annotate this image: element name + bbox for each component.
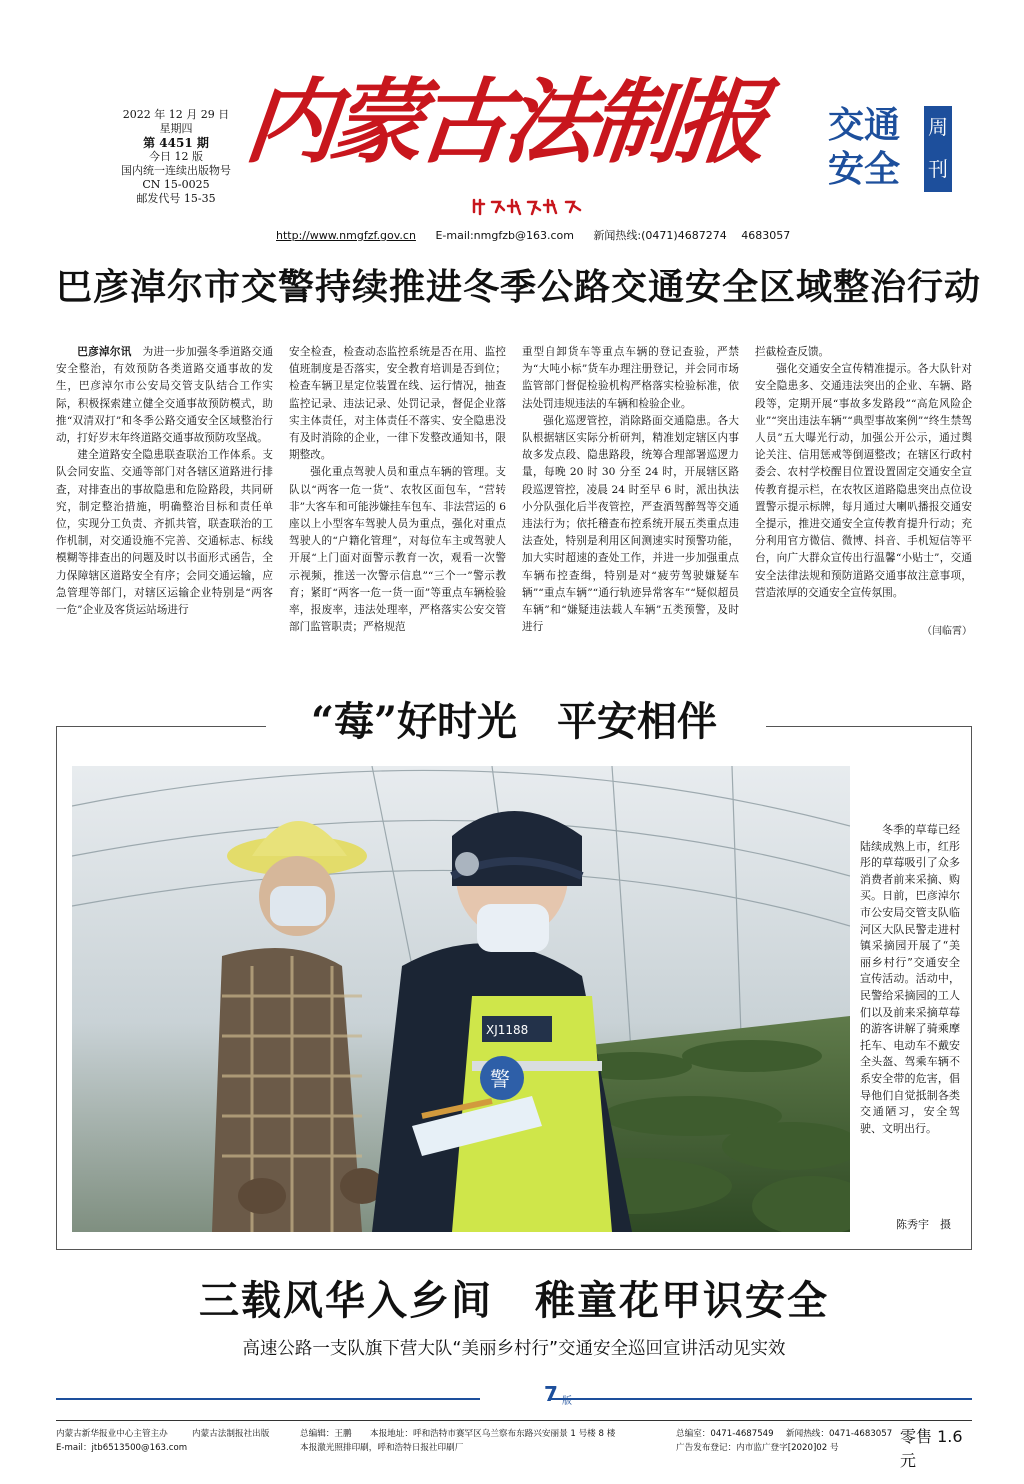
colophon-footer: [56, 1420, 972, 1470]
postal-code: 邮发代号 15-35: [136, 192, 216, 205]
serial-label: 国内统一连续出版物号: [121, 164, 231, 177]
lead-headline: 巴彦淖尔市交警持续推进冬季公路交通安全区域整治行动: [56, 267, 982, 308]
supplement-line1: 交通: [828, 105, 901, 146]
second-subheadline: 高速公路一支队旗下营大队“美丽乡村行”交通安全巡回宣讲活动见实效: [242, 1339, 786, 1359]
email-address: E-mail:nmgfzb@163.com: [435, 229, 574, 242]
page-number: 7: [544, 1382, 558, 1406]
greenhouse-scene: [72, 766, 850, 1232]
second-headline: 三载风华入乡间 稚童花甲识安全: [199, 1277, 829, 1324]
issue-date: 2022 年 12 月 29 日: [122, 108, 230, 121]
footer-email: E-mail：jtb6513500@163.com: [56, 1443, 188, 1453]
footer-hotline: 新闻热线：0471-4683057: [786, 1429, 893, 1439]
retail-price: 零售 1.6 元: [900, 1427, 963, 1470]
article-paragraph: 巴彦淖尔讯 为进一步加强冬季道路交通安全整治，有效预防各类道路交通事故的发生，巴彦淖尔市公安局交管支队结合工作实际，积极探索建立健全交通事故预防模式，助推“双清双打”和冬季公路交通安全区域整治行动，打好岁末年终道路交通事故预防攻坚战。: [56, 346, 273, 445]
article-paragraph: 拦截检查反馈。: [755, 346, 830, 358]
footer-address: 本报地址：呼和浩特市赛罕区乌兰察布东路兴安丽景 1 号楼 8 楼: [370, 1429, 616, 1439]
page-count: 今日 12 版: [149, 150, 203, 163]
lead-article: [56, 344, 972, 644]
footer-sponsor: 内蒙古新华报业中心主管主办: [56, 1429, 168, 1439]
article-paragraph: 强化重点驾驶人员和重点车辆的管理。支队以“两客一危一货”、农牧区面包车，“营转非”大客车和可能涉嫌挂车包车、非法营运的 6 座以上小型客车驾驶人员为重点，强化对重点驾驶人的“户籍化管理”，对每位车主或驾驶人开展“上门面对面警示教育一次，观看一次警示视频，推送一次警示信息”“三个一”警示教育；紧盯“两客一危一货一面”等重点车辆检验率，报废率，违法处理率，严格落实公安交管部门监管职责；严格规范: [289, 466, 506, 634]
footer-printer: 本报激光照排印刷，呼和浩特日报社印刷厂: [300, 1443, 464, 1453]
article-column-1: [56, 344, 273, 640]
footer-ad-license: 广告发布登记：内市监广登字[2020]02 号: [676, 1443, 839, 1453]
svg-text:警: 警: [490, 1067, 510, 1091]
article-paragraph: 强化巡逻管控，消除路面交通隐患。各大队根据辖区实际分析研判，精准划定辖区内事故多发点段、隐患路段，统筹合理部署巡逻力量，每晚 20 时 30 分至 24 时，开展辖区路段巡逻管控，凌晨 24 时至早 6 时，派出执法小分队强化后半夜管控，严查酒驾醉驾等交通违法行为；依托稽查布控系统开展五类重点违法查处，特别是利用区间测速实时预警功能，加大实时超速的查处工作，并进一步加强重点车辆布控查缉，特别是对“疲劳驾驶嫌疑车辆”“重点车辆”“通行轨迹异常客车”“疑似超员车辆”和“嫌疑违法载人车辆”五类预警，及时进行: [522, 414, 739, 634]
cn-number: CN 15-0025: [142, 178, 210, 191]
page-marker: [56, 1380, 972, 1412]
dateline: 巴彦淖尔讯: [77, 346, 132, 358]
article-column-2: [289, 344, 506, 640]
newspaper-logo: 内蒙古法制报: [240, 68, 768, 176]
traffic-safety-weekly-logo: [828, 104, 958, 196]
page-number-label: 版: [562, 1396, 572, 1407]
article-author: （闫临霄）: [922, 626, 972, 637]
strawberry-greenhouse-photo: [72, 766, 850, 1232]
footer-office: 总编室：0471-4687549: [676, 1429, 774, 1439]
article-paragraph: 重型自卸货车等重点车辆的登记查验，严禁为“大吨小标”货车办理注册登记，并会同市场监管部门督促检验机构严格落实检验标准，依法处罚违规违法的车辆和检验企业。: [522, 346, 739, 410]
article-column-3: [522, 344, 739, 640]
masthead-meta: [120, 108, 232, 206]
supplement-line2: 安全: [828, 149, 901, 190]
photo-credit: 陈秀宇 摄: [896, 1218, 951, 1231]
footer-publisher: 内蒙古法制报社出版: [192, 1429, 270, 1439]
article-paragraph: 安全检查，检查动态监控系统是否在用、监控值班制度是否落实，安全教育培训是否到位；检查车辆卫星定位装置在线、运行情况，抽查监控记录、违法记录、处罚记录，督促企业落实主体责任，对主体责任不落实、安全隐患没有及时消除的企业，一律下发整改通知书，限期整改。: [289, 346, 506, 462]
footer-editor: 总编辑：王鹏: [300, 1429, 352, 1439]
photo-caption: 冬季的草莓已经陆续成熟上市，红彤彤的草莓吸引了众多消费者前来采摘、购买。日前，巴彦淖尔市公安局交管支队临河区大队民警走进村镇采摘园开展了“美丽乡村行”交通安全宣传活动。活动中，民警给采摘园的工人们以及前来采摘草莓的游客讲解了骑乘摩托车、电动车不戴安全头盔、驾乘车辆不系安全带的危害，倡导他们自觉抵制各类交通陋习，安全驾驶、文明出行。: [860, 823, 960, 1135]
issue-weekday: 星期四: [159, 122, 193, 135]
article-paragraph: 强化交通安全宣传精准提示。各大队针对安全隐患多、交通违法突出的企业、车辆、路段等，定期开展“事故多发路段”“高危风险企业”“突出违法车辆”“典型事故案例”“终生禁驾人员”五大曝光行动，加强公开公示，通过舆论关注、信用惩戒等倒逼整改；在辖区行政村委会、农村学校醒目位置设置固定交通安全宣传教育提示栏，在农牧区道路隐患突出点位设置警示提示标牌，每月通过大喇叭播报交通安全提示，推进交通安全宣传教育提升行动；充分利用官方微信、微博、抖音、手机短信等平台，向广大群众宣传出行温馨“小贴士”，交通安全法律法规和预防道路交通事故注意事项，营造浓厚的交通安全宣传氛围。: [755, 363, 972, 599]
article-paragraph: 建全道路安全隐患联查联治工作体系。支队会同安监、交通等部门对各辖区道路进行排查，对排查出的事故隐患和危险路段，共同研究，制定整治措施，明确整治目标和责任单位，实现分工负责、齐抓共管，联查联治的工作机制，对交通设施不完善、交通标志、标线模糊等排查出的问题及时以书面形式函告，全力保障辖区道路安全有序；会同交通运输，应急管理等部门，对辖区运输企业特别是“两客一危”企业及客货运站场进行: [56, 449, 273, 617]
issue-number: 第 4451 期: [143, 136, 209, 150]
article-column-4: [755, 344, 972, 640]
contact-line: [276, 227, 836, 243]
website-link[interactable]: http://www.nmgfzf.gov.cn: [276, 229, 416, 242]
svg-text:XJ1188: XJ1188: [486, 1023, 529, 1037]
weekly-badge: 周刊: [924, 106, 952, 192]
mongolian-script-logo: [470, 196, 590, 216]
news-hotline: 新闻热线:(0471)4687274 4683057: [593, 229, 791, 242]
photo-feature-title: “莓”好时光 平安相伴: [310, 698, 717, 745]
